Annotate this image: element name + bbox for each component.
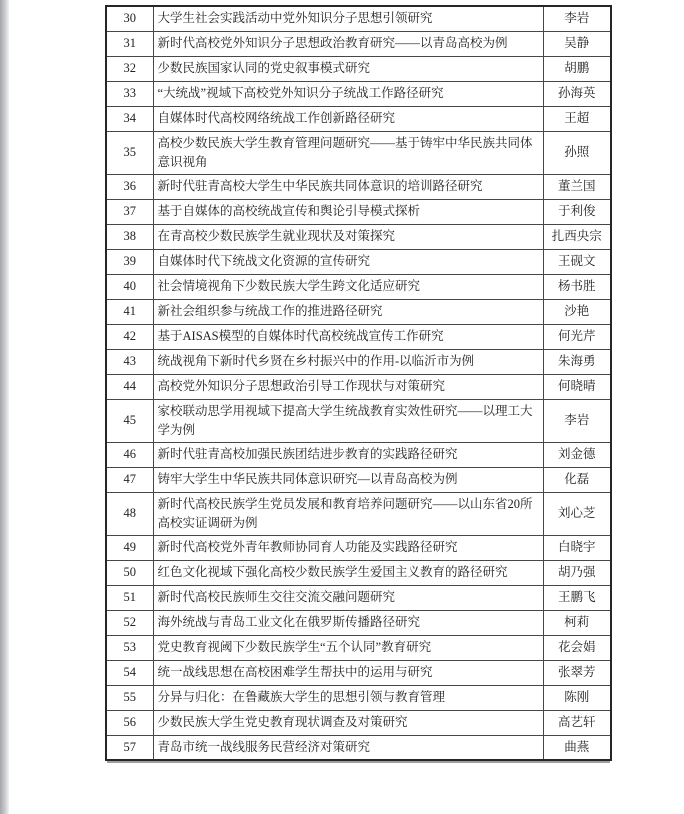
row-number-cell: 33 bbox=[106, 81, 153, 106]
row-number-cell: 40 bbox=[106, 274, 153, 299]
research-topics-table bbox=[105, 5, 612, 761]
author-name-cell: 扎西央宗 bbox=[543, 224, 611, 249]
table-row bbox=[106, 224, 611, 249]
table-row bbox=[106, 249, 611, 274]
row-number-cell: 39 bbox=[106, 249, 153, 274]
topic-title-cell: 青岛市统一战线服务民营经济对策研究 bbox=[153, 735, 543, 760]
author-name-cell: 刘心芝 bbox=[543, 492, 611, 535]
author-name-cell: 王砚文 bbox=[543, 249, 611, 274]
author-name-cell: 柯莉 bbox=[543, 610, 611, 635]
topic-title-cell: 分异与归化：在鲁藏族大学生的思想引领与教育管理 bbox=[153, 685, 543, 710]
row-number-cell: 49 bbox=[106, 535, 153, 560]
topic-title-cell: 新时代驻青高校大学生中华民族共同体意识的培训路径研究 bbox=[153, 174, 543, 199]
table-row bbox=[106, 635, 611, 660]
table-row bbox=[106, 660, 611, 685]
table-row bbox=[106, 374, 611, 399]
author-name-cell: 曲燕 bbox=[543, 735, 611, 760]
table-row bbox=[106, 399, 611, 442]
topic-title-cell: 家校联动思学用视域下提高大学生统战教育实效性研究——以理工大学为例 bbox=[153, 399, 543, 442]
topic-title-cell: 在青高校少数民族学生就业现状及对策探究 bbox=[153, 224, 543, 249]
table-row bbox=[106, 442, 611, 467]
author-name-cell: 朱海勇 bbox=[543, 349, 611, 374]
row-number-cell: 53 bbox=[106, 635, 153, 660]
row-number-cell: 55 bbox=[106, 685, 153, 710]
author-name-cell: 于利俊 bbox=[543, 199, 611, 224]
author-name-cell: 沙艳 bbox=[543, 299, 611, 324]
row-number-cell: 32 bbox=[106, 56, 153, 81]
row-number-cell: 50 bbox=[106, 560, 153, 585]
author-name-cell: 化磊 bbox=[543, 467, 611, 492]
topic-title-cell: 统一战线思想在高校困难学生帮扶中的运用与研究 bbox=[153, 660, 543, 685]
row-number-cell: 56 bbox=[106, 710, 153, 735]
row-number-cell: 57 bbox=[106, 735, 153, 760]
topic-title-cell: 高校党外知识分子思想政治引导工作现状与对策研究 bbox=[153, 374, 543, 399]
author-name-cell: 陈刚 bbox=[543, 685, 611, 710]
row-number-cell: 37 bbox=[106, 199, 153, 224]
row-number-cell: 54 bbox=[106, 660, 153, 685]
table-row bbox=[106, 685, 611, 710]
topic-title-cell: 基于自媒体的高校统战宣传和舆论引导模式探析 bbox=[153, 199, 543, 224]
table-row bbox=[106, 31, 611, 56]
author-name-cell: 董兰国 bbox=[543, 174, 611, 199]
table-row bbox=[106, 710, 611, 735]
row-number-cell: 52 bbox=[106, 610, 153, 635]
row-number-cell: 43 bbox=[106, 349, 153, 374]
table-row bbox=[106, 535, 611, 560]
table-row bbox=[106, 560, 611, 585]
table-row bbox=[106, 349, 611, 374]
topic-title-cell: 新时代高校党外知识分子思想政治教育研究——以青岛高校为例 bbox=[153, 31, 543, 56]
topic-title-cell: 基于AISAS模型的自媒体时代高校统战宣传工作研究 bbox=[153, 324, 543, 349]
topic-title-cell: 自媒体时代下统战文化资源的宣传研究 bbox=[153, 249, 543, 274]
topic-title-cell: 铸牢大学生中华民族共同体意识研究—以青岛高校为例 bbox=[153, 467, 543, 492]
author-name-cell: 高艺轩 bbox=[543, 710, 611, 735]
table-row bbox=[106, 174, 611, 199]
table-row bbox=[106, 274, 611, 299]
topic-title-cell: 高校少数民族大学生教育管理问题研究——基于铸牢中华民族共同体意识视角 bbox=[153, 131, 543, 174]
topic-title-cell: 海外统战与青岛工业文化在俄罗斯传播路径研究 bbox=[153, 610, 543, 635]
topic-title-cell: “大统战”视域下高校党外知识分子统战工作路径研究 bbox=[153, 81, 543, 106]
row-number-cell: 51 bbox=[106, 585, 153, 610]
author-name-cell: 杨书胜 bbox=[543, 274, 611, 299]
table-row bbox=[106, 585, 611, 610]
row-number-cell: 42 bbox=[106, 324, 153, 349]
author-name-cell: 胡鹏 bbox=[543, 56, 611, 81]
author-name-cell: 何光芹 bbox=[543, 324, 611, 349]
table-body bbox=[106, 6, 611, 760]
topic-title-cell: 红色文化视域下强化高校少数民族学生爱国主义教育的路径研究 bbox=[153, 560, 543, 585]
table-row bbox=[106, 299, 611, 324]
table-row bbox=[106, 324, 611, 349]
table-row bbox=[106, 6, 611, 31]
table-row bbox=[106, 610, 611, 635]
row-number-cell: 34 bbox=[106, 106, 153, 131]
topic-title-cell: 自媒体时代高校网络统战工作创新路径研究 bbox=[153, 106, 543, 131]
topic-title-cell: 新社会组织参与统战工作的推进路径研究 bbox=[153, 299, 543, 324]
table-row bbox=[106, 106, 611, 131]
row-number-cell: 46 bbox=[106, 442, 153, 467]
topic-title-cell: 少数民族大学生党史教育现状调查及对策研究 bbox=[153, 710, 543, 735]
author-name-cell: 刘金德 bbox=[543, 442, 611, 467]
topic-title-cell: 社会情境视角下少数民族大学生跨文化适应研究 bbox=[153, 274, 543, 299]
topic-title-cell: 新时代高校党外青年教师协同育人功能及实践路径研究 bbox=[153, 535, 543, 560]
row-number-cell: 41 bbox=[106, 299, 153, 324]
table-row bbox=[106, 199, 611, 224]
topic-title-cell: 党史教育视阈下少数民族学生“五个认同”教育研究 bbox=[153, 635, 543, 660]
author-name-cell: 孙照 bbox=[543, 131, 611, 174]
topic-title-cell: 新时代高校民族学生党员发展和教育培养问题研究——以山东省20所高校实证调研为例 bbox=[153, 492, 543, 535]
table-row bbox=[106, 131, 611, 174]
row-number-cell: 48 bbox=[106, 492, 153, 535]
row-number-cell: 31 bbox=[106, 31, 153, 56]
author-name-cell: 吴静 bbox=[543, 31, 611, 56]
author-name-cell: 王超 bbox=[543, 106, 611, 131]
row-number-cell: 44 bbox=[106, 374, 153, 399]
author-name-cell: 花会娟 bbox=[543, 635, 611, 660]
author-name-cell: 白晓宇 bbox=[543, 535, 611, 560]
topic-title-cell: 新时代驻青高校加强民族团结进步教育的实践路径研究 bbox=[153, 442, 543, 467]
table-row bbox=[106, 56, 611, 81]
table-row bbox=[106, 735, 611, 760]
table-container bbox=[105, 5, 612, 761]
row-number-cell: 47 bbox=[106, 467, 153, 492]
row-number-cell: 36 bbox=[106, 174, 153, 199]
author-name-cell: 张翠芳 bbox=[543, 660, 611, 685]
table-row bbox=[106, 81, 611, 106]
topic-title-cell: 统战视角下新时代乡贤在乡村振兴中的作用-以临沂市为例 bbox=[153, 349, 543, 374]
scan-edge-strip bbox=[0, 0, 9, 814]
row-number-cell: 30 bbox=[106, 6, 153, 31]
author-name-cell: 胡乃强 bbox=[543, 560, 611, 585]
author-name-cell: 何晓晴 bbox=[543, 374, 611, 399]
author-name-cell: 孙海英 bbox=[543, 81, 611, 106]
topic-title-cell: 少数民族国家认同的党史叙事模式研究 bbox=[153, 56, 543, 81]
author-name-cell: 李岩 bbox=[543, 6, 611, 31]
topic-title-cell: 大学生社会实践活动中党外知识分子思想引领研究 bbox=[153, 6, 543, 31]
row-number-cell: 35 bbox=[106, 131, 153, 174]
row-number-cell: 45 bbox=[106, 399, 153, 442]
table-row bbox=[106, 467, 611, 492]
author-name-cell: 王鹏飞 bbox=[543, 585, 611, 610]
author-name-cell: 李岩 bbox=[543, 399, 611, 442]
topic-title-cell: 新时代高校民族师生交往交流交融问题研究 bbox=[153, 585, 543, 610]
table-row bbox=[106, 492, 611, 535]
row-number-cell: 38 bbox=[106, 224, 153, 249]
